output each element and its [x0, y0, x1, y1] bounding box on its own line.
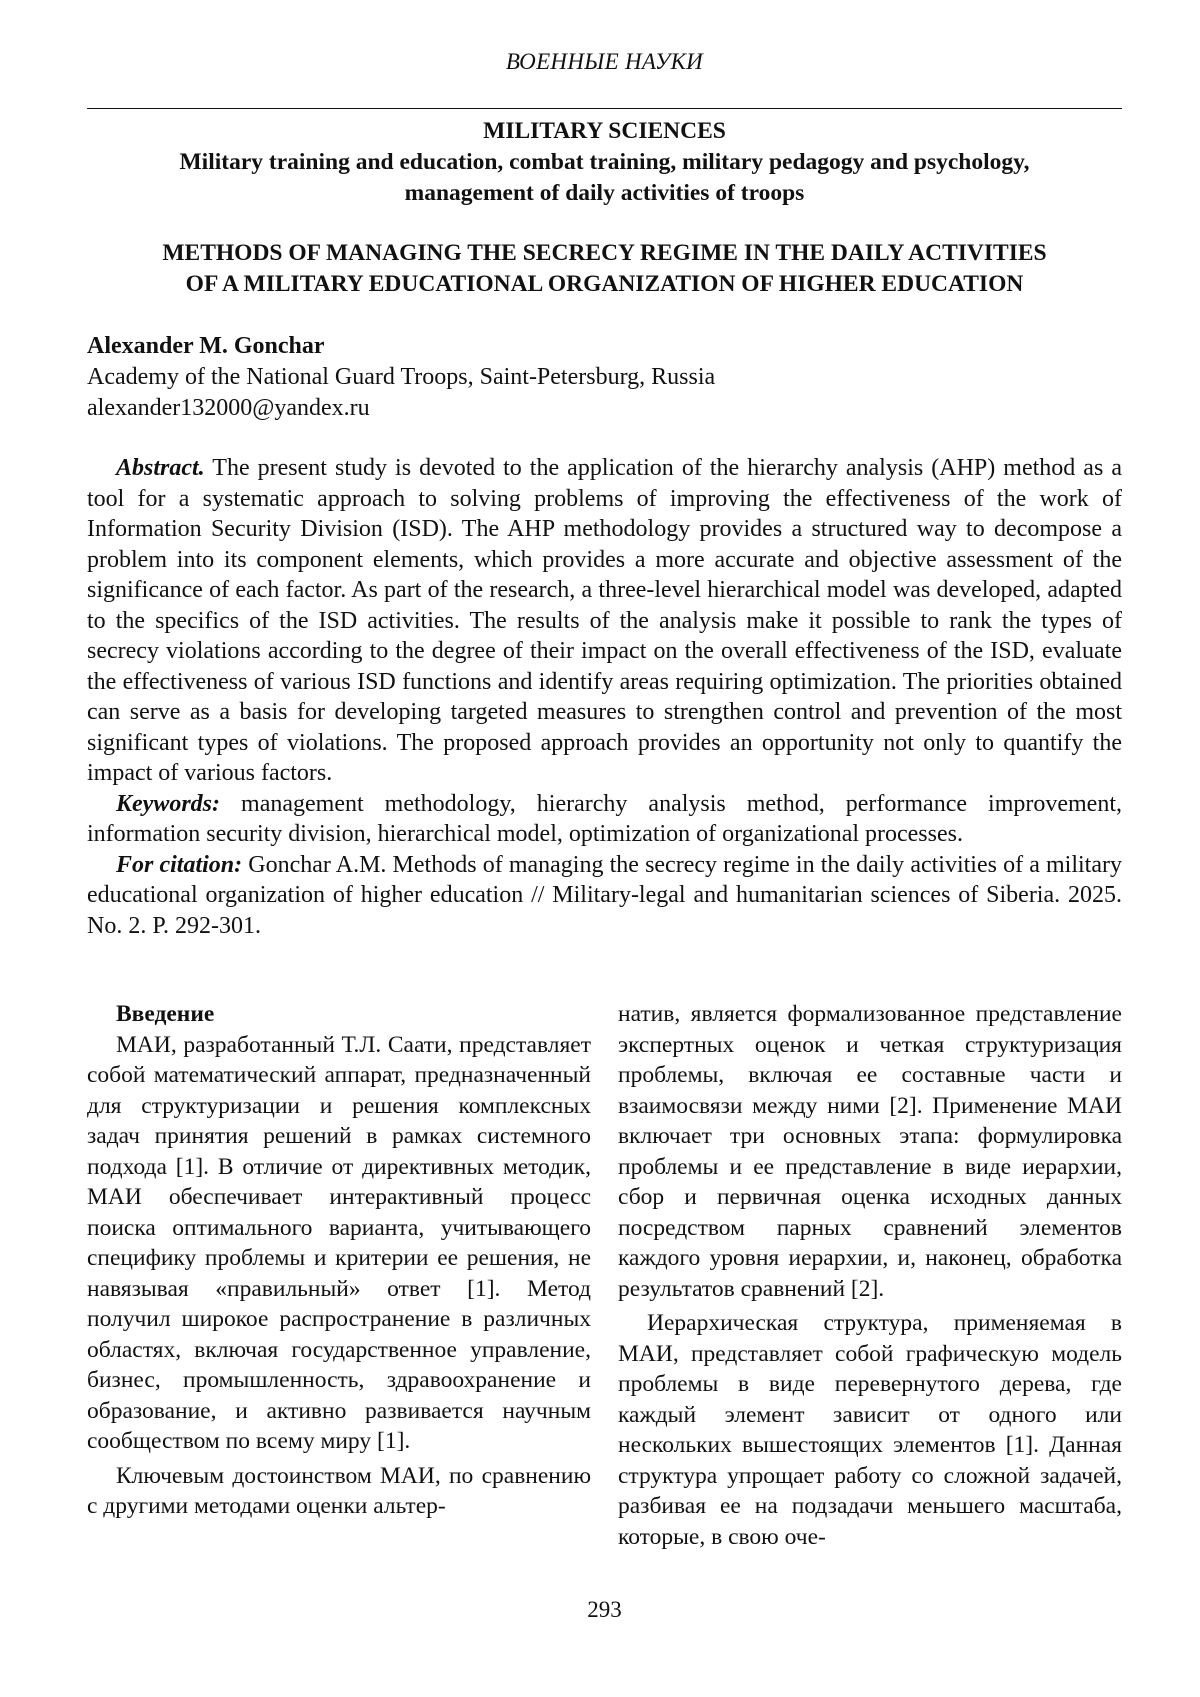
body-paragraph: Ключевым достоинством МАИ, по сравнению с другими методами оценки альтер-	[87, 1462, 591, 1519]
article-title	[87, 238, 1122, 300]
body-columns	[87, 999, 1122, 1589]
abstract-label: Abstract.	[116, 455, 205, 481]
body-paragraph: натив, является формализованное представление экспертных оценок и четкая структуризация проблемы, включая ее составные части и взаимосвязи между ними [2]. Применение МАИ включает три основных этапа: формулировка проблемы и ее представление в виде иерархии, сбор и первичная оценка исходных данных посредством парных сравнений элементов каждого уровня иерархии, и, наконец, обработка результатов сравнений [2].	[618, 1001, 1122, 1302]
abstract-text: The present study is devoted to the application of the hierarchy analysis (AHP) method as a tool for a systematic approach to solving problems of improving the effectiveness of the work of Information Security Division (ISD). The AHP methodology provides a structured way to decompose a problem into its component elements, which provides a more accurate and objective assessment of the significance of each factor. As part of the research, a three-level hierarchical model was developed, adapted to the specifics of the ISD activities. The results of the analysis make it possible to rank the types of secrecy violations according to the degree of their impact on the overall effectiveness of the ISD, evaluate the effectiveness of various ISD functions and identify areas requiring optimization. The priorities obtained can serve as a basis for developing targeted measures to strengthen control and prevention of the most significant types of violations. The proposed approach provides an opportunity not only to quantify the impact of various factors.	[87, 455, 1122, 786]
author-affiliation: Academy of the National Guard Troops, Saint-Petersburg, Russia	[87, 364, 716, 390]
keywords-text: management methodology, hierarchy analysis method, performance improvement, information security division, hierarchical model, optimization of organizational processes.	[87, 790, 1123, 847]
citation-paragraph	[87, 850, 1122, 942]
author-name: Alexander M. Gonchar	[87, 333, 325, 359]
journal-page	[87, 0, 1122, 1697]
article-title-line-2: OF A MILITARY EDUCATIONAL ORGANIZATION OF HIGHER EDUCATION	[185, 271, 1024, 297]
abstract-paragraph	[87, 453, 1122, 789]
section-subtitle-line-1: Military training and education, combat training, military pedagogy and psychology,	[179, 149, 1030, 175]
page-number: 293	[587, 1597, 622, 1622]
running-header: ВОЕННЫЕ НАУКИ	[505, 49, 704, 74]
article-title-line-1: METHODS OF MANAGING THE SECRECY REGIME IN THE DAILY ACTIVITIES	[162, 240, 1047, 266]
right-column	[618, 999, 1122, 1552]
keywords-label: Keywords:	[116, 790, 220, 817]
left-column	[87, 999, 591, 1522]
citation-text: Gonchar A.M. Methods of managing the secrecy regime in the daily activities of a military educational organization of higher education // Military-legal and humanitarian sciences of Siberia. 2025. No. 2. P. 292-301.	[87, 851, 1122, 939]
section-heading-block	[87, 116, 1122, 209]
keywords-paragraph	[87, 789, 1122, 850]
section-subtitle-line-2: management of daily activities of troops	[404, 180, 805, 206]
abstract-block	[87, 453, 1122, 941]
citation-label: For citation:	[116, 851, 243, 878]
body-paragraph: МАИ, разработанный Т.Л. Саати, представляет собой математический аппарат, предназначенный для структуризации и решения комплексных задач принятия решений в рамках системного подхода [1]. В отличие от директивных методик, МАИ обеспечивает интерактивный процесс поиска оптимального варианта, учитывающего специфику проблемы и критерии ее решения, не навязывая «правильный» ответ [1]. Метод получил широкое распространение в различных областях, включая государственное управление, бизнес, промышленность, здравоохранение и образование, и активно развивается научным сообществом по всему миру [1].	[87, 1031, 591, 1454]
author-email: alexander132000@yandex.ru	[87, 395, 370, 421]
author-block	[87, 331, 1122, 424]
introduction-heading: Введение	[116, 1001, 215, 1027]
header-rule	[87, 108, 1122, 109]
body-paragraph: Иерархическая структура, применяемая в МАИ, представляет собой графическую модель проблемы в виде перевернутого дерева, где каждый элемент зависит от одного или нескольких вышестоящих элементов [1]. Данная структура упрощает работу со сложной задачей, разбивая ее на подзадачи меньшего масштаба, которые, в свою оче-	[618, 1310, 1122, 1550]
section-title: MILITARY SCIENCES	[483, 118, 726, 144]
